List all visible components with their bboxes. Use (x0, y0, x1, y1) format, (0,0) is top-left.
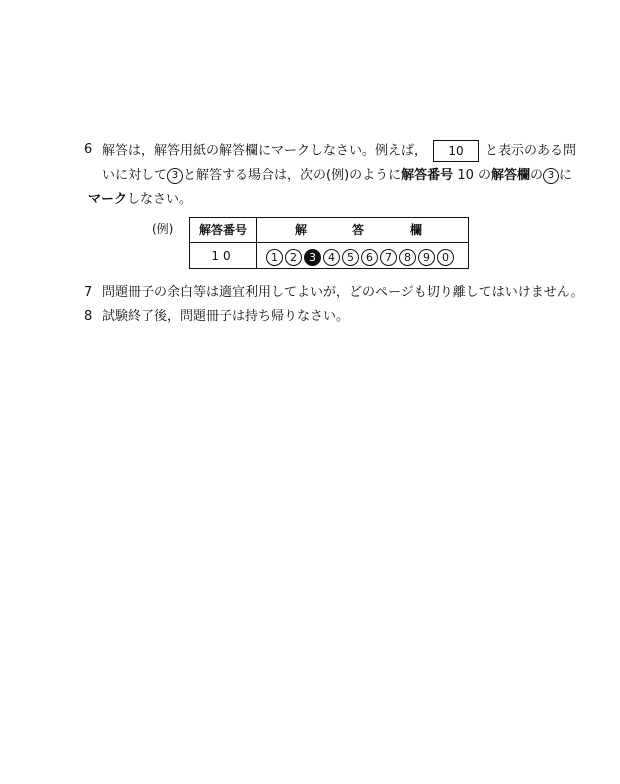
circled-3-icon: 3 (167, 168, 183, 184)
item-number: 6 (84, 142, 93, 157)
item-6-number-text: 10 の (453, 168, 491, 183)
answer-bubble-icon: 2 (285, 249, 302, 266)
answer-bubble-icon: 5 (342, 249, 359, 266)
example-answer-table (189, 217, 469, 269)
answer-bubble-icon: 9 (418, 249, 435, 266)
answer-bubble-icon: 0 (437, 249, 454, 266)
item-text: 問題冊子の余白等は適宜利用してよいが，どのページも切り離してはいけません。 (102, 285, 584, 300)
item-6-line2 (102, 166, 572, 185)
item-6-line3-end: しなさい。 (127, 192, 193, 207)
bold-answer-number: 解答番号 (401, 168, 454, 183)
item-6-line2-mid: と解答する場合は，次の(例)のように (183, 168, 402, 183)
answer-bubble-icon: 1 (266, 249, 283, 266)
filled-bubble-icon: 3 (304, 249, 321, 266)
answer-bubble-icon: 4 (323, 249, 340, 266)
header-answer-column (257, 218, 468, 242)
item-6-line2-start: いに対して (102, 168, 168, 183)
item-text (102, 140, 576, 162)
item-number: 8 (84, 309, 93, 324)
circled-3-icon: 3 (543, 168, 559, 184)
item-6-line2-end: に (559, 168, 573, 183)
answer-bubble-icon: 7 (380, 249, 397, 266)
example-label: (例) (152, 222, 174, 236)
answer-number-box: 10 (433, 140, 479, 162)
answer-bubble-icon: 6 (361, 249, 378, 266)
item-6-line3 (88, 190, 192, 209)
bold-answer-column: 解答欄 (491, 168, 531, 183)
item-number: 7 (84, 285, 93, 300)
header-char: 解 (295, 223, 308, 237)
item-6-particle: の (530, 168, 544, 183)
item-6-line1-end: と表示のある問 (485, 143, 577, 159)
header-char: 答 (352, 223, 365, 237)
answer-bubble-icon: 8 (399, 249, 416, 266)
row-answer-number: 10 (211, 249, 235, 263)
header-char: 欄 (410, 223, 423, 237)
item-text: 試験終了後，問題冊子は持ち帰りなさい。 (102, 309, 350, 324)
answer-bubbles (266, 247, 456, 265)
item-6-line1-text: 解答は，解答用紙の解答欄にマークしなさい。例えば， (102, 143, 428, 159)
bold-mark: マーク (88, 192, 128, 207)
header-answer-number: 解答番号 (198, 223, 247, 237)
